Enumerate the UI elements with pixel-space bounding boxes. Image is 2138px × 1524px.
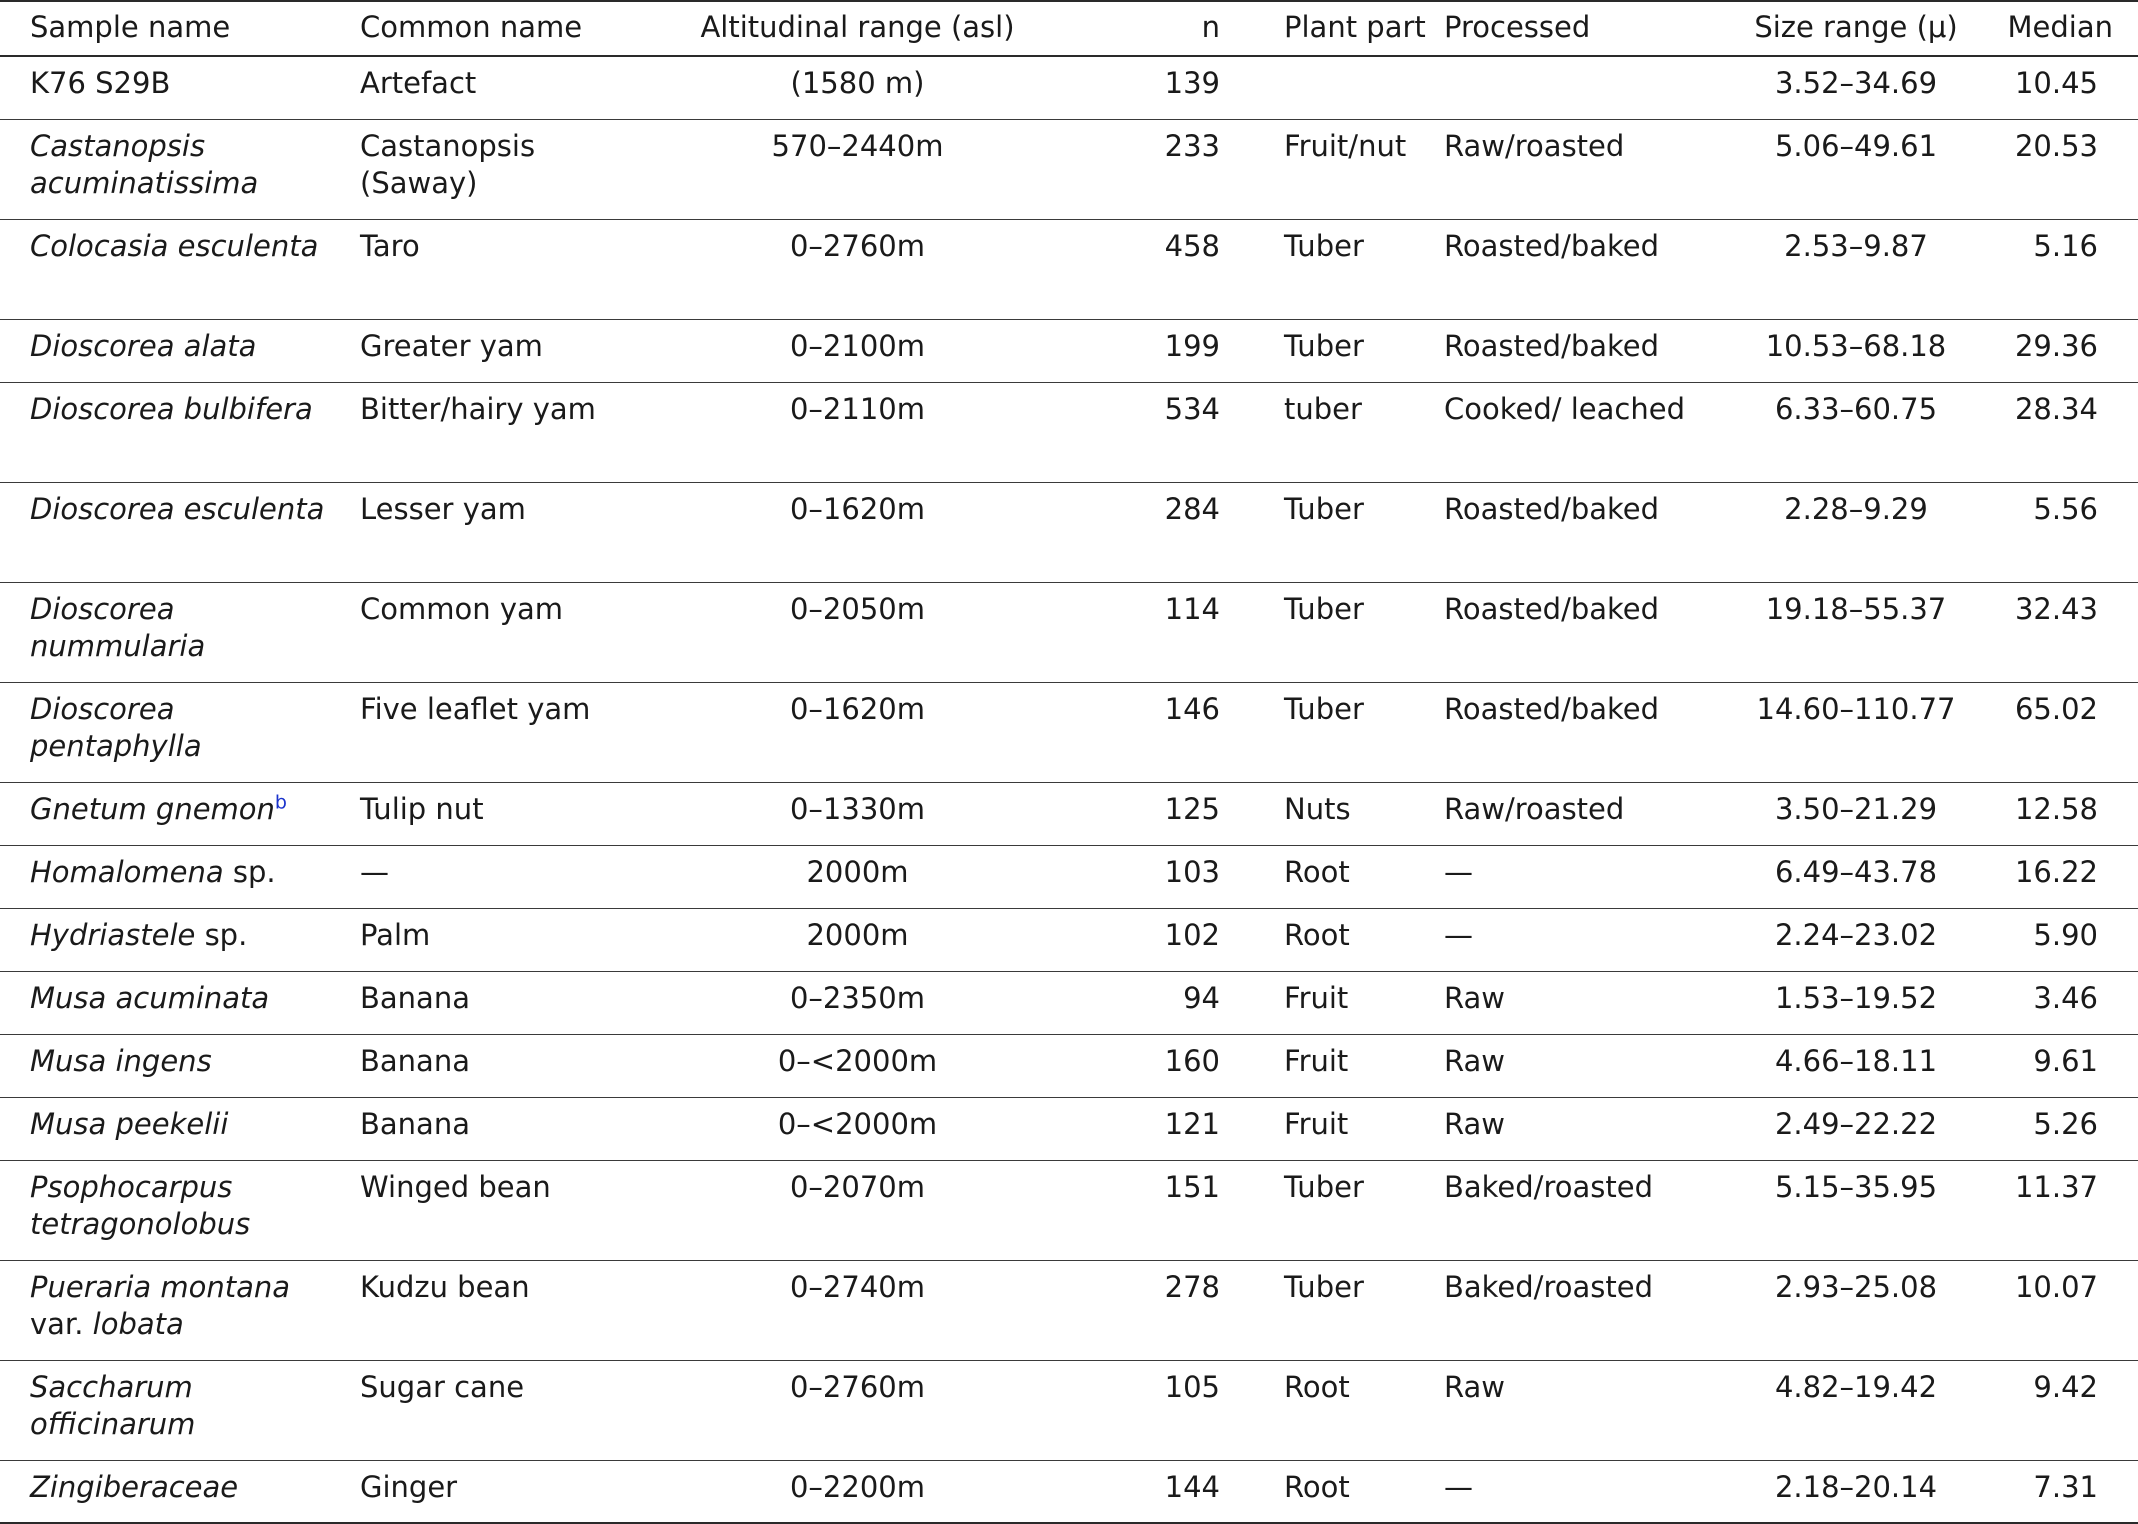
- sample-name-text: Dioscorea pentaphylla: [30, 691, 202, 763]
- table-row: [0, 1034, 2138, 1097]
- cell-altitudinal-range: 0–2070m: [789, 1169, 925, 1204]
- cell-median: 65.02: [2014, 691, 2098, 726]
- cell-sample-name: [0, 845, 330, 908]
- cell-common-name: Lesser yam: [360, 491, 526, 526]
- table-row: [0, 582, 2138, 682]
- cell-size-range: 2.53–9.87: [1784, 228, 1928, 263]
- cell-plant-part: Fruit: [1284, 980, 1349, 1015]
- cell-plant-part: Root: [1284, 854, 1350, 889]
- cell-median: 10.45: [2014, 66, 2098, 100]
- cell-sample-name: [0, 219, 330, 319]
- cell-sample-name: [0, 319, 330, 382]
- table-body: [0, 56, 2138, 1523]
- cell-size-range: 1.53–19.52: [1774, 980, 1938, 1015]
- cell-common-name: Banana: [360, 1043, 470, 1078]
- cell-altitudinal-range: 0–2100m: [789, 328, 925, 363]
- header-size-range: Size range (μ): [1754, 10, 1958, 44]
- cell-altitudinal-range: 0–2050m: [789, 591, 925, 626]
- cell-sample-name: [0, 1460, 330, 1523]
- cell-size-range: 2.28–9.29: [1784, 491, 1928, 526]
- cell-common-name: Greater yam: [360, 328, 543, 363]
- cell-plant-part: Fruit/nut: [1284, 128, 1407, 163]
- cell-median: 5.26: [2033, 1106, 2098, 1141]
- cell-common-name: Artefact: [360, 66, 477, 100]
- cell-processed: —: [1444, 1469, 1473, 1504]
- cell-altitudinal-range: 0–1620m: [789, 691, 925, 726]
- cell-n: 105: [1164, 1369, 1220, 1404]
- cell-processed: Baked/roasted: [1444, 1269, 1653, 1304]
- cell-common-name: Banana: [360, 980, 470, 1015]
- header-plant-part: Plant part: [1284, 10, 1426, 44]
- cell-common-name: Bitter/hairy yam: [360, 391, 596, 426]
- cell-n: 278: [1164, 1269, 1220, 1304]
- sample-name-text: Musa ingens: [30, 1043, 212, 1078]
- cell-n: 125: [1164, 791, 1220, 826]
- cell-size-range: 19.18–55.37: [1765, 591, 1947, 626]
- cell-n: 534: [1164, 391, 1220, 426]
- cell-sample-name: [0, 1260, 330, 1360]
- cell-size-range: 4.66–18.11: [1774, 1043, 1938, 1078]
- cell-median: 5.56: [2033, 491, 2098, 526]
- cell-common-name: Common yam: [360, 591, 564, 626]
- cell-n: 146: [1164, 691, 1220, 726]
- cell-n: 284: [1164, 491, 1220, 526]
- header-processed: Processed: [1444, 10, 1591, 44]
- sample-name-suffix: sp.: [223, 854, 276, 889]
- cell-common-name: Ginger: [360, 1469, 458, 1504]
- sample-name-text: Castanopsis acuminatissima: [30, 128, 259, 200]
- cell-size-range: 3.52–34.69: [1774, 66, 1938, 100]
- sample-name-text: Colocasia esculenta: [30, 228, 319, 263]
- cell-n: 160: [1164, 1043, 1220, 1078]
- cell-processed: Baked/roasted: [1444, 1169, 1653, 1204]
- cell-n: 139: [1164, 66, 1220, 100]
- header-median: Median: [2007, 10, 2113, 44]
- cell-altitudinal-range: 0–1620m: [789, 491, 925, 526]
- cell-plant-part: [1225, 56, 1444, 119]
- header-sample-name: Sample name: [30, 10, 231, 44]
- table-row: [0, 482, 2138, 582]
- table-row: [0, 1097, 2138, 1160]
- table-row: [0, 319, 2138, 382]
- cell-common-name: Five leaflet yam: [360, 691, 591, 726]
- cell-common-name: Kudzu bean: [360, 1269, 530, 1304]
- table-row: [0, 1160, 2138, 1260]
- sample-name-var-prefix: var.: [30, 1306, 93, 1341]
- cell-processed: Cooked/ leached: [1444, 391, 1685, 426]
- cell-sample-name: [0, 908, 330, 971]
- cell-plant-part: Nuts: [1284, 791, 1351, 826]
- cell-median: 20.53: [2014, 128, 2098, 163]
- cell-size-range: 6.33–60.75: [1774, 391, 1938, 426]
- cell-plant-part: tuber: [1284, 391, 1362, 426]
- cell-plant-part: Root: [1284, 1469, 1350, 1504]
- cell-plant-part: Fruit: [1284, 1043, 1349, 1078]
- table-row: [0, 1260, 2138, 1360]
- cell-n: 151: [1164, 1169, 1220, 1204]
- cell-processed: Roasted/baked: [1444, 228, 1660, 263]
- table-row: [0, 382, 2138, 482]
- cell-plant-part: Root: [1284, 917, 1350, 952]
- cell-median: 10.07: [2014, 1269, 2098, 1304]
- cell-size-range: 5.06–49.61: [1774, 128, 1938, 163]
- cell-processed: Roasted/baked: [1444, 591, 1660, 626]
- cell-altitudinal-range: 0–1330m: [789, 791, 925, 826]
- cell-size-range: 10.53–68.18: [1765, 328, 1947, 363]
- cell-altitudinal-range: 0–2350m: [789, 980, 925, 1015]
- cell-median: 3.46: [2033, 980, 2098, 1015]
- cell-plant-part: Fruit: [1284, 1106, 1349, 1141]
- cell-altitudinal-range: (1580 m): [790, 66, 925, 100]
- cell-altitudinal-range: 2000m: [806, 854, 909, 889]
- table-row: [0, 1360, 2138, 1460]
- footnote-marker[interactable]: b: [274, 790, 287, 813]
- sample-name-text: Gnetum gnemon: [30, 791, 275, 826]
- cell-n: 144: [1164, 1469, 1220, 1504]
- cell-sample-name: [0, 1160, 330, 1260]
- sample-name-text: Dioscorea esculenta: [30, 491, 325, 526]
- cell-sample-name: [0, 382, 330, 482]
- cell-altitudinal-range: 0–<2000m: [777, 1043, 938, 1078]
- cell-processed: [1444, 56, 1734, 119]
- cell-median: 28.34: [2014, 391, 2098, 426]
- cell-plant-part: Tuber: [1284, 1269, 1364, 1304]
- cell-processed: Raw: [1444, 1043, 1506, 1078]
- cell-sample-name: [0, 782, 330, 845]
- table-row: [0, 908, 2138, 971]
- cell-altitudinal-range: 2000m: [806, 917, 909, 952]
- header-altitudinal-range: Altitudinal range (asl): [700, 10, 1015, 44]
- sample-name-text: Homalomena: [30, 854, 224, 889]
- cell-size-range: 6.49–43.78: [1774, 854, 1938, 889]
- cell-plant-part: Tuber: [1284, 691, 1364, 726]
- cell-altitudinal-range: 0–2760m: [789, 1369, 925, 1404]
- table-header: [0, 1, 2138, 56]
- cell-altitudinal-range: 0–2740m: [789, 1269, 925, 1304]
- sample-name-text: Musa peekelii: [30, 1106, 229, 1141]
- table-row: [0, 782, 2138, 845]
- cell-median: 9.61: [2033, 1043, 2098, 1078]
- sample-name-text: Saccharum officinarum: [30, 1369, 196, 1441]
- cell-sample-name: [0, 971, 330, 1034]
- table-row: [0, 1460, 2138, 1523]
- cell-size-range: 3.50–21.29: [1774, 791, 1938, 826]
- cell-common-name: Tulip nut: [360, 791, 484, 826]
- cell-processed: Raw: [1444, 1106, 1506, 1141]
- cell-common-name: Palm: [360, 917, 431, 952]
- sample-name-text: Dioscorea bulbifera: [30, 391, 313, 426]
- sample-name-text: Dioscorea alata: [30, 328, 257, 363]
- table-row: [0, 56, 2138, 119]
- cell-n: 114: [1164, 591, 1220, 626]
- sample-name-text: Dioscorea nummularia: [30, 591, 206, 663]
- cell-common-name: Castanopsis (Saway): [360, 128, 536, 200]
- table-row: [0, 971, 2138, 1034]
- cell-common-name: Taro: [360, 228, 420, 263]
- cell-median: 5.16: [2033, 228, 2098, 263]
- cell-n: 233: [1164, 128, 1220, 163]
- cell-plant-part: Tuber: [1284, 591, 1364, 626]
- cell-n: 103: [1164, 854, 1220, 889]
- cell-median: 5.90: [2033, 917, 2098, 952]
- header-n: n: [1201, 10, 1220, 44]
- sample-name-text: Pueraria montana: [30, 1269, 291, 1304]
- cell-n: 102: [1164, 917, 1220, 952]
- sample-name-text: Hydriastele: [30, 917, 196, 952]
- cell-size-range: 14.60–110.77: [1756, 691, 1956, 726]
- cell-median: 29.36: [2014, 328, 2098, 363]
- cell-size-range: 5.15–35.95: [1774, 1169, 1938, 1204]
- cell-sample-name: [0, 56, 330, 119]
- cell-n: 458: [1164, 228, 1220, 263]
- sample-name-suffix: sp.: [195, 917, 248, 952]
- sample-name-text: Psophocarpus tetragonolobus: [30, 1169, 251, 1241]
- cell-processed: —: [1444, 917, 1473, 952]
- cell-sample-name: [0, 1097, 330, 1160]
- cell-processed: Raw/roasted: [1444, 791, 1625, 826]
- cell-median: 32.43: [2014, 591, 2098, 626]
- cell-altitudinal-range: 0–2200m: [789, 1469, 925, 1504]
- cell-sample-name: [0, 119, 330, 219]
- cell-size-range: 2.49–22.22: [1774, 1106, 1938, 1141]
- cell-common-name: Sugar cane: [360, 1369, 525, 1404]
- cell-sample-name: [0, 482, 330, 582]
- cell-size-range: 4.82–19.42: [1774, 1369, 1938, 1404]
- cell-processed: —: [1444, 854, 1473, 889]
- cell-processed: Raw/roasted: [1444, 128, 1625, 163]
- cell-median: 16.22: [2014, 854, 2098, 889]
- sample-name-var: lobata: [92, 1306, 184, 1341]
- table-row: [0, 119, 2138, 219]
- cell-median: 7.31: [2033, 1469, 2098, 1504]
- cell-processed: Roasted/baked: [1444, 691, 1660, 726]
- cell-n: 94: [1183, 980, 1220, 1015]
- cell-median: 11.37: [2014, 1169, 2098, 1204]
- cell-common-name: Banana: [360, 1106, 470, 1141]
- cell-altitudinal-range: 0–<2000m: [777, 1106, 938, 1141]
- cell-common-name: —: [360, 854, 389, 889]
- cell-plant-part: Root: [1284, 1369, 1350, 1404]
- cell-n: 199: [1164, 328, 1220, 363]
- table-row: [0, 682, 2138, 782]
- header-common-name: Common name: [360, 10, 583, 44]
- cell-n: 121: [1164, 1106, 1220, 1141]
- cell-plant-part: Tuber: [1284, 328, 1364, 363]
- cell-processed: Roasted/baked: [1444, 491, 1660, 526]
- cell-sample-name: [0, 1360, 330, 1460]
- cell-plant-part: Tuber: [1284, 1169, 1364, 1204]
- table-row: [0, 845, 2138, 908]
- header-row: [0, 1, 2138, 56]
- table-row: [0, 219, 2138, 319]
- cell-sample-name: [0, 582, 330, 682]
- sample-name-text: K76 S29B: [30, 66, 171, 100]
- cell-sample-name: [0, 682, 330, 782]
- cell-processed: Raw: [1444, 980, 1506, 1015]
- cell-sample-name: [0, 1034, 330, 1097]
- cell-median: 12.58: [2014, 791, 2098, 826]
- cell-median: 9.42: [2033, 1369, 2098, 1404]
- sample-name-text: Zingiberaceae: [30, 1469, 239, 1504]
- cell-size-range: 2.18–20.14: [1774, 1469, 1938, 1504]
- cell-altitudinal-range: 0–2110m: [789, 391, 925, 426]
- cell-common-name: Winged bean: [360, 1169, 551, 1204]
- cell-altitudinal-range: 570–2440m: [771, 128, 944, 163]
- sample-name-text: Musa acuminata: [30, 980, 270, 1015]
- cell-plant-part: Tuber: [1284, 228, 1364, 263]
- cell-processed: Roasted/baked: [1444, 328, 1660, 363]
- cell-altitudinal-range: 0–2760m: [789, 228, 925, 263]
- cell-size-range: 2.24–23.02: [1774, 917, 1938, 952]
- cell-processed: Raw: [1444, 1369, 1506, 1404]
- cell-size-range: 2.93–25.08: [1774, 1269, 1938, 1304]
- cell-plant-part: Tuber: [1284, 491, 1364, 526]
